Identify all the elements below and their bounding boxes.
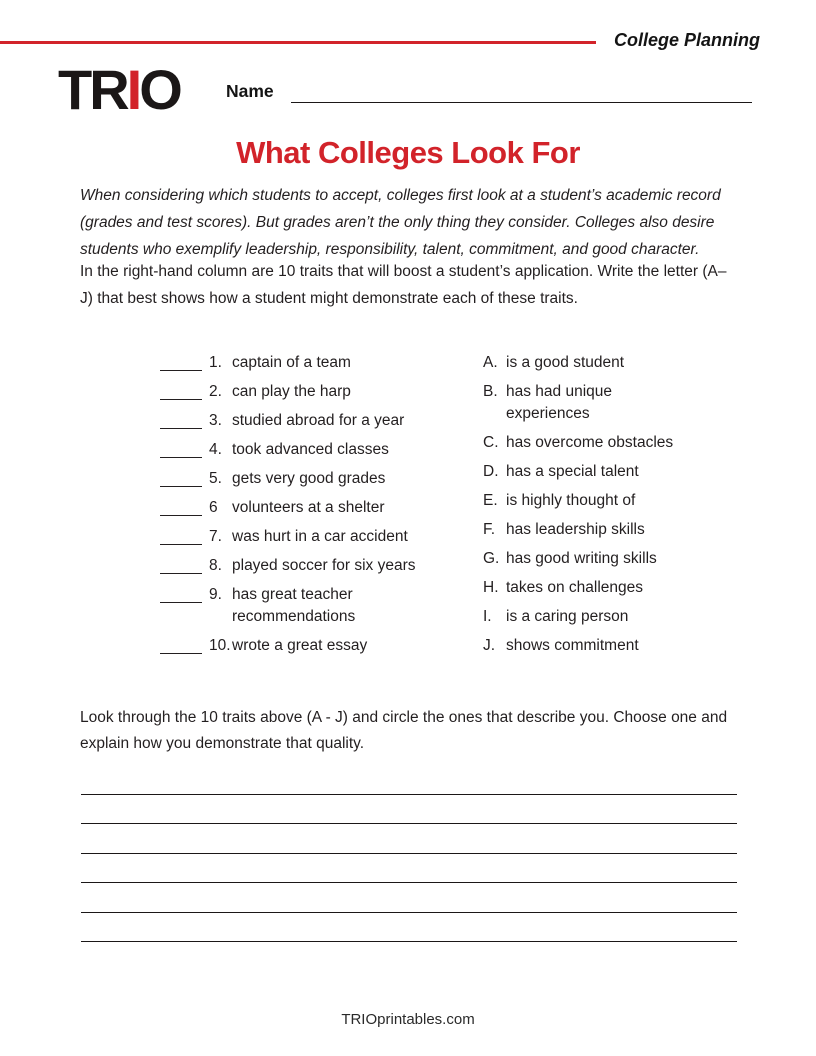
item-text: played soccer for six years [232,557,416,574]
item-number: 4. [209,441,222,458]
item-number: 10. [209,637,231,654]
trait-item-row [483,606,763,628]
trait-item-row [483,519,763,541]
writing-line[interactable] [81,765,737,795]
item-number: 6 [209,499,218,516]
trait-item-row [483,577,763,599]
item-text: has leadership skills [506,521,645,538]
writing-line[interactable] [81,883,737,913]
item-text: wrote a great essay [232,637,368,654]
answer-blank[interactable] [160,497,202,516]
item-text: has had unique experiences [506,383,613,422]
writing-line[interactable] [81,913,737,943]
answer-blank[interactable] [160,468,202,487]
trait-letter: C. [483,434,499,451]
trait-letter: I. [483,608,492,625]
logo-letter-o: O [139,58,180,121]
name-label: Name [226,81,274,101]
match-item-row [160,635,483,657]
logo-letter-i: I [126,58,140,121]
item-text: can play the harp [232,383,351,400]
item-text: is a caring person [506,608,629,625]
answer-blank[interactable] [160,381,202,400]
trait-letter: D. [483,463,499,480]
answer-blank[interactable] [160,635,202,654]
item-number: 7. [209,528,222,545]
writing-line[interactable] [81,824,737,854]
match-item-row [160,497,483,519]
trait-letter: F. [483,521,496,538]
item-number: 8. [209,557,222,574]
item-text: volunteers at a shelter [232,499,385,516]
item-text: was hurt in a car accident [232,528,408,545]
footer-url: TRIOprintables.com [341,1011,475,1028]
match-item-row [160,352,483,374]
item-number: 3. [209,412,222,429]
header-rule [0,41,596,44]
match-item-row [160,555,483,577]
item-number: 5. [209,470,222,487]
item-text: shows commitment [506,637,639,654]
category-label: College Planning [613,30,760,50]
answer-blank[interactable] [160,584,202,603]
item-text: is highly thought of [506,492,636,509]
writing-lines-area [81,765,737,942]
trait-item-row [483,461,763,483]
intro-paragraph: When considering which students to accept, colleges first look at a student’s academic record (grades and test scores). But grades aren’t the only thing they consider. Colleges also desire students who exemplify leadership, responsibility, talent, commitment, and good character. [80,187,721,258]
match-item-row [160,439,483,461]
answer-blank[interactable] [160,526,202,545]
item-text: has a special talent [506,463,639,480]
item-text: has overcome obstacles [506,434,674,451]
answer-blank[interactable] [160,555,202,574]
trait-item-row [483,432,763,454]
match-item-row [160,584,483,628]
instructions-paragraph: In the right-hand column are 10 traits that will boost a student’s application. Write the letter (A–J) that best shows how a student might demonstrate each of these traits. [80,263,727,307]
writing-line[interactable] [81,795,737,825]
answer-blank[interactable] [160,352,202,371]
trait-item-row [483,490,763,512]
item-text: took advanced classes [232,441,389,458]
trait-letter: G. [483,550,500,567]
trait-letter: B. [483,383,498,400]
writing-line[interactable] [81,854,737,884]
matching-section [160,352,770,664]
matching-left-column [160,352,483,664]
trait-item-row [483,635,763,657]
answer-blank[interactable] [160,410,202,429]
trait-item-row [483,381,763,425]
match-item-row [160,381,483,403]
answer-blank[interactable] [160,439,202,458]
reflection-prompt: Look through the 10 traits above (A - J) and circle the ones that describe you. Choose one and explain how you demonstrate that quality. [80,709,728,752]
item-text: gets very good grades [232,470,386,487]
trait-letter: H. [483,579,499,596]
matching-right-column [483,352,763,664]
item-number: 2. [209,383,222,400]
trio-logo [58,58,180,121]
worksheet-title: What Colleges Look For [236,135,580,170]
item-number: 9. [209,586,222,603]
trait-letter: E. [483,492,498,509]
trait-letter: J. [483,637,496,654]
trait-item-row [483,352,763,374]
item-text: is a good student [506,354,625,371]
name-blank-line[interactable] [291,102,752,103]
item-text: has great teacher recommendations [232,586,356,625]
match-item-row [160,526,483,548]
match-item-row [160,410,483,432]
item-text: takes on challenges [506,579,644,596]
logo-letters-tr: TR [58,58,127,121]
item-text: captain of a team [232,354,351,371]
item-text: has good writing skills [506,550,657,567]
item-text: studied abroad for a year [232,412,405,429]
trait-letter: A. [483,354,498,371]
item-number: 1. [209,354,222,371]
trait-item-row [483,548,763,570]
match-item-row [160,468,483,490]
